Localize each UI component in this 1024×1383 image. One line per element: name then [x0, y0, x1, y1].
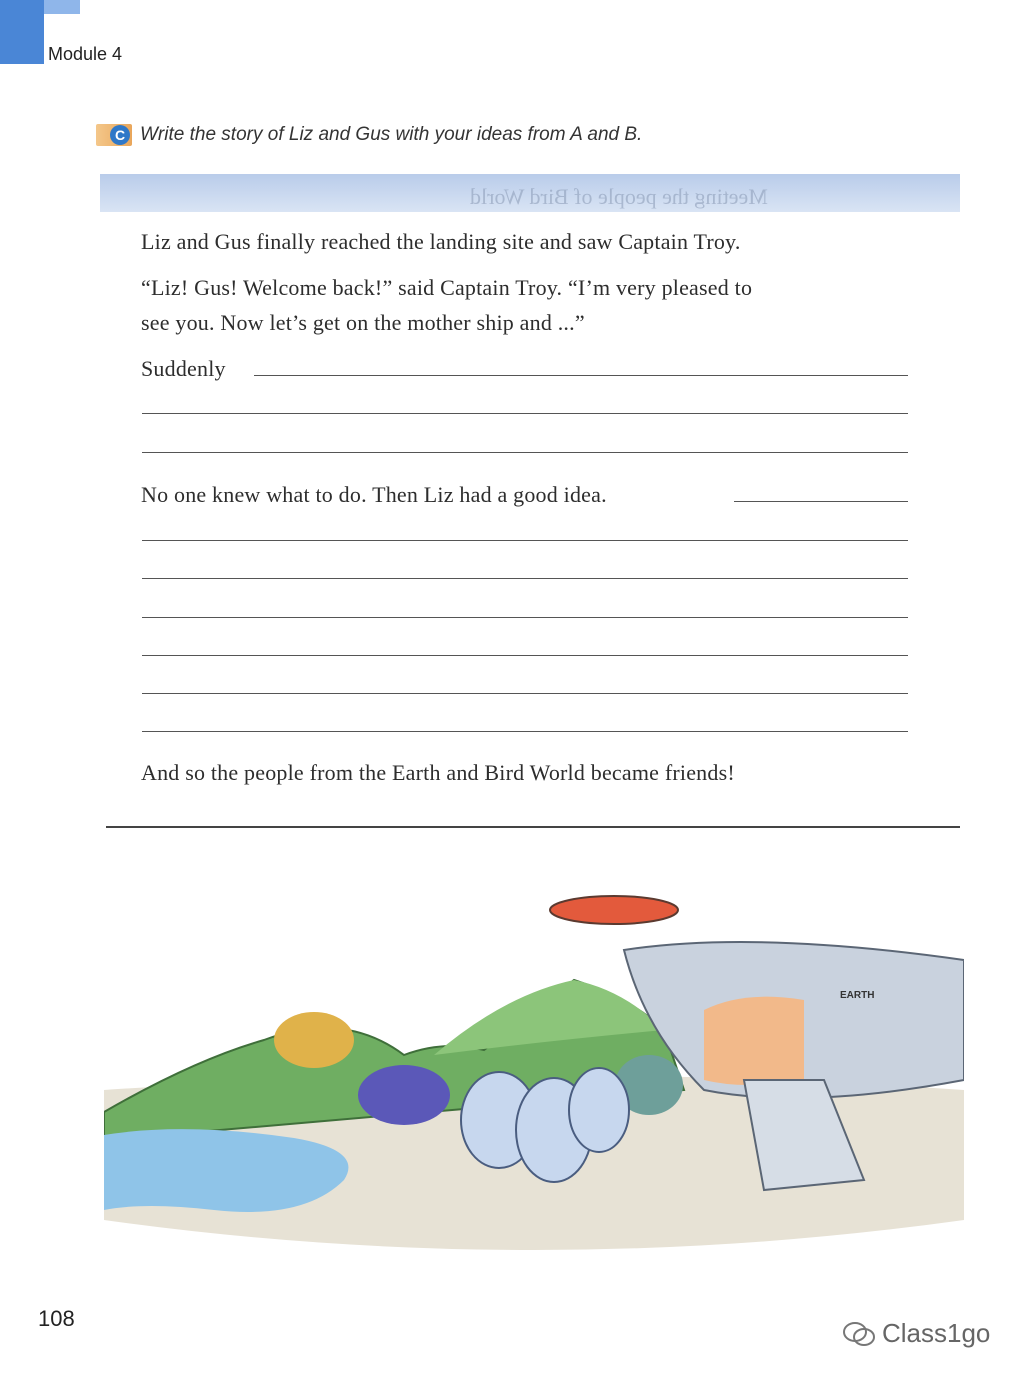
story-paragraph-1: Liz and Gus finally reached the landing site and saw Captain Troy. — [141, 229, 741, 254]
writing-line[interactable] — [142, 413, 908, 414]
story-paragraph-3: No one knew what to do. Then Liz had a good idea. — [141, 482, 607, 507]
story-ending: And so the people from the Earth and Bird World became friends! — [141, 760, 735, 785]
module-label: Module 4 — [48, 44, 123, 64]
banner-show-through-text: Meeting the people of Bird World — [470, 184, 768, 209]
ship-label: EARTH — [840, 990, 875, 1001]
watermark-text: Class1go — [882, 1318, 991, 1348]
bird-person-2 — [358, 1065, 450, 1125]
writing-line[interactable] — [734, 501, 908, 502]
writing-line[interactable] — [142, 693, 908, 694]
story-paragraph-2a: “Liz! Gus! Welcome back!” said Captain Troy. “I’m very pleased to — [141, 275, 753, 300]
writing-line[interactable] — [142, 731, 908, 732]
writing-line[interactable] — [142, 578, 908, 579]
writing-line[interactable] — [142, 655, 908, 656]
writing-line[interactable] — [142, 452, 908, 453]
section-divider — [106, 826, 960, 828]
writing-line[interactable] — [142, 540, 908, 541]
story-suddenly: Suddenly — [141, 356, 226, 381]
story-paragraph-2b: see you. Now let’s get on the mother ship and ...” — [141, 310, 585, 335]
bird-person-1 — [274, 1012, 354, 1068]
page-number: 108 — [38, 1306, 75, 1331]
module-tab-accent — [44, 0, 80, 14]
module-tab-block — [0, 0, 44, 64]
task-badge: C — [96, 124, 132, 146]
task-instruction: Write the story of Liz and Gus with your ideas from A and B. — [140, 124, 643, 145]
story-illustration — [104, 890, 964, 1270]
watermark — [842, 1318, 990, 1349]
writing-line[interactable] — [142, 617, 908, 618]
astronaut-3 — [569, 1068, 629, 1152]
ship-hatch — [704, 997, 804, 1085]
writing-line[interactable] — [254, 375, 908, 376]
wechat-icon — [842, 1321, 876, 1347]
small-saucer — [550, 896, 678, 924]
task-heading — [96, 124, 642, 146]
